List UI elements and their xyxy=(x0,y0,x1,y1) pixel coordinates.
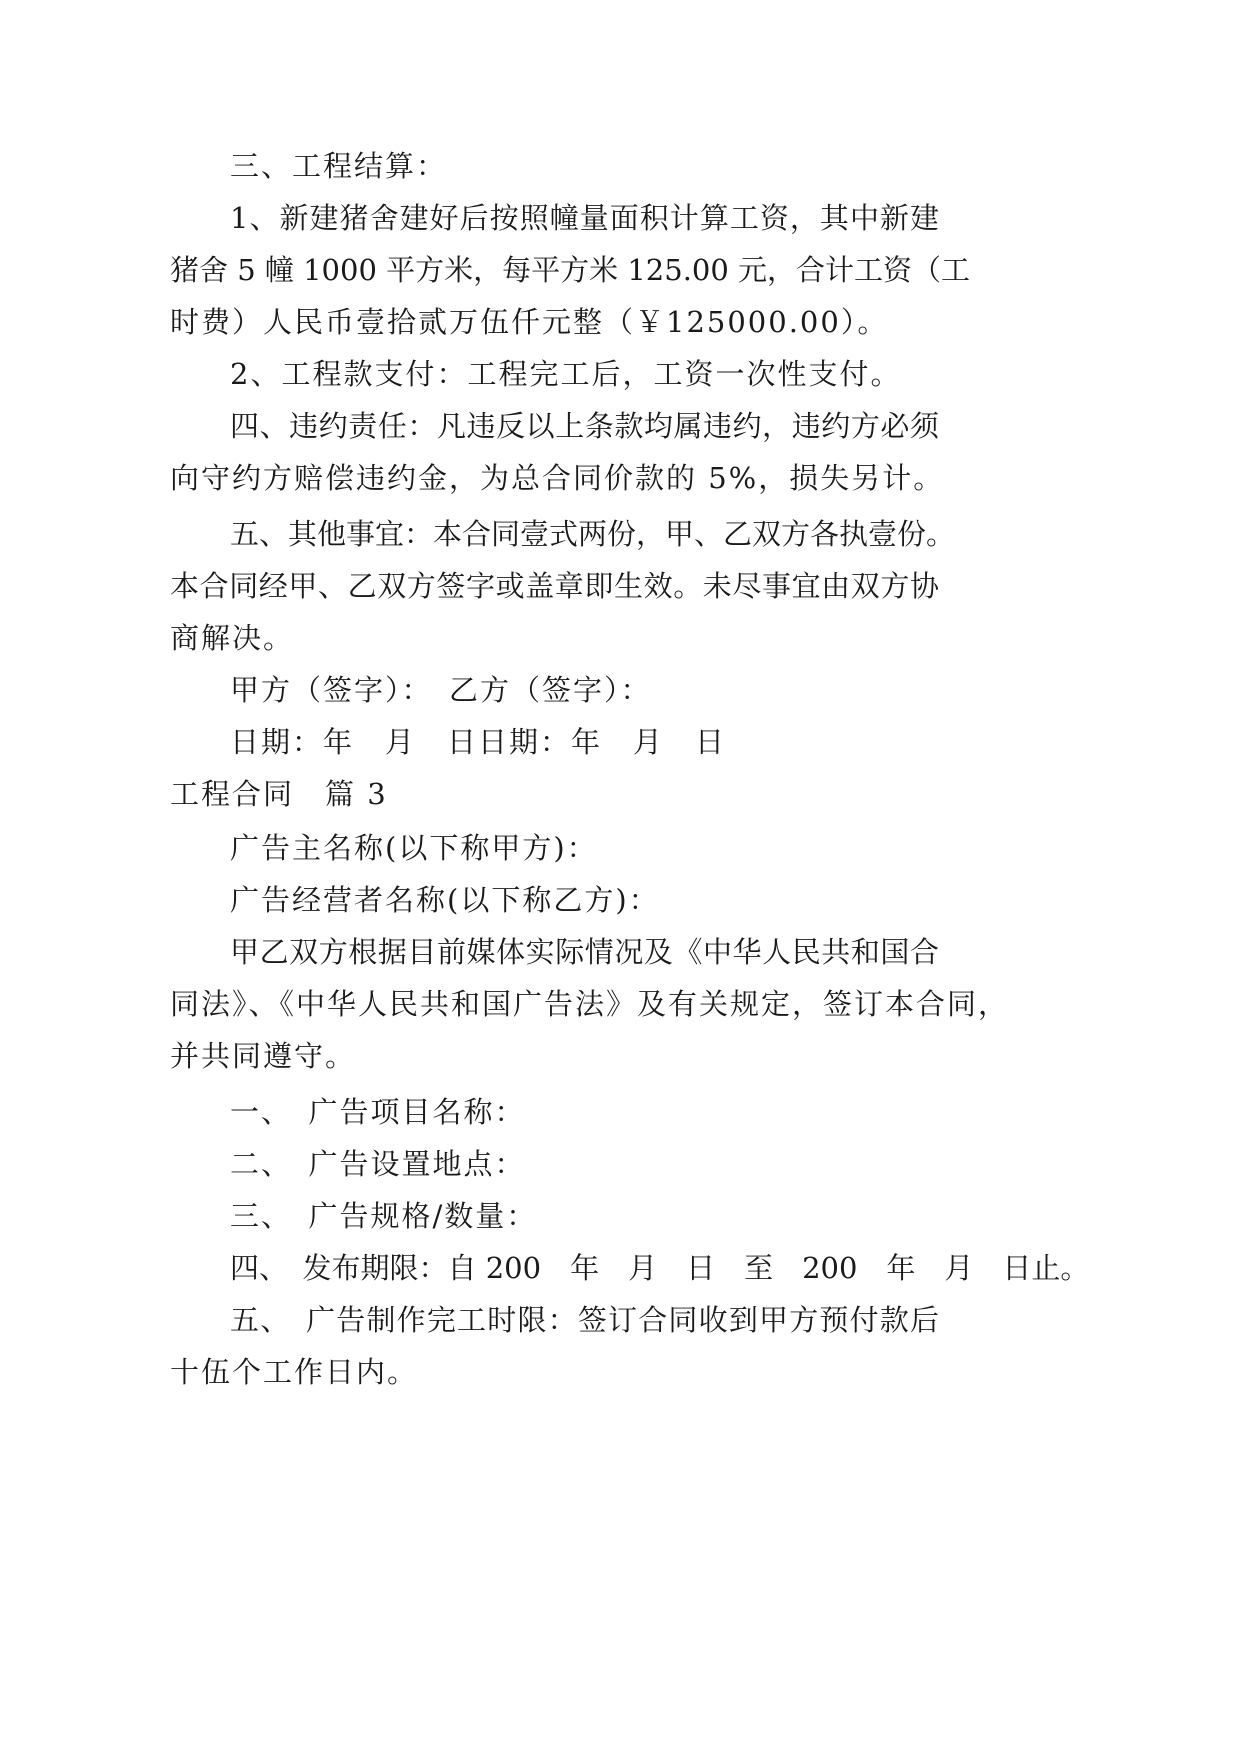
paragraph-line: 向守约方赔偿违约金，为总合同价款的 5%，损失另计。 xyxy=(170,461,945,495)
list-item: 二、 广告设置地点： xyxy=(230,1147,526,1181)
paragraph-line: 并共同遵守。 xyxy=(170,1039,357,1073)
paragraph-line: 2、工程款支付：工程完工后，工资一次性支付。 xyxy=(230,357,902,391)
paragraph-line: 广告主名称(以下称甲方)： xyxy=(230,831,598,865)
date-line: 日期：年 月 日日期：年 月 日 xyxy=(230,725,727,759)
list-item: 三、 广告规格/数量： xyxy=(230,1199,538,1233)
paragraph-line: 同法》、《中华人民共和国广告法》及有关规定，签订本合同， xyxy=(170,987,1010,1021)
signature-line: 甲方（签字）： 乙方（签字）： xyxy=(230,673,652,707)
paragraph-line: 十伍个工作日内。 xyxy=(170,1355,419,1389)
paragraph-line: 商解决。 xyxy=(170,621,295,655)
paragraph-line: 广告经营者名称(以下称乙方)： xyxy=(230,883,660,917)
paragraph-line: 猪舍 5 幢 1000 平方米，每平方米 125.00 元，合计工资（工 xyxy=(170,253,971,287)
paragraph-line: 五、其他事宜：本合同壹式两份，甲、乙双方各执壹份。 xyxy=(230,517,956,551)
paragraph-line: 四、违约责任：凡违反以上条款均属违约，违约方必须 xyxy=(230,409,939,443)
list-item: 一、 广告项目名称： xyxy=(230,1095,526,1129)
section-title-contract-3: 工程合同 篇 3 xyxy=(170,777,388,811)
paragraph-line: 时费）人民币壹拾贰万伍仟元整（￥125000.00）。 xyxy=(170,305,889,339)
list-item: 五、 广告制作完工时限：签订合同收到甲方预付款后 xyxy=(230,1303,939,1337)
paragraph-line: 本合同经甲、乙双方签字或盖章即生效。未尽事宜由双方协 xyxy=(170,569,939,603)
list-item: 四、 发布期限：自 200 年 月 日 至 200 年 月 日止。 xyxy=(230,1251,1090,1285)
section-heading-settlement: 三、工程结算： xyxy=(230,149,448,183)
paragraph-line: 甲乙双方根据目前媒体实际情况及《中华人民共和国合 xyxy=(230,935,939,969)
paragraph-line: 1、新建猪舍建好后按照幢量面积计算工资，其中新建 xyxy=(230,201,939,235)
